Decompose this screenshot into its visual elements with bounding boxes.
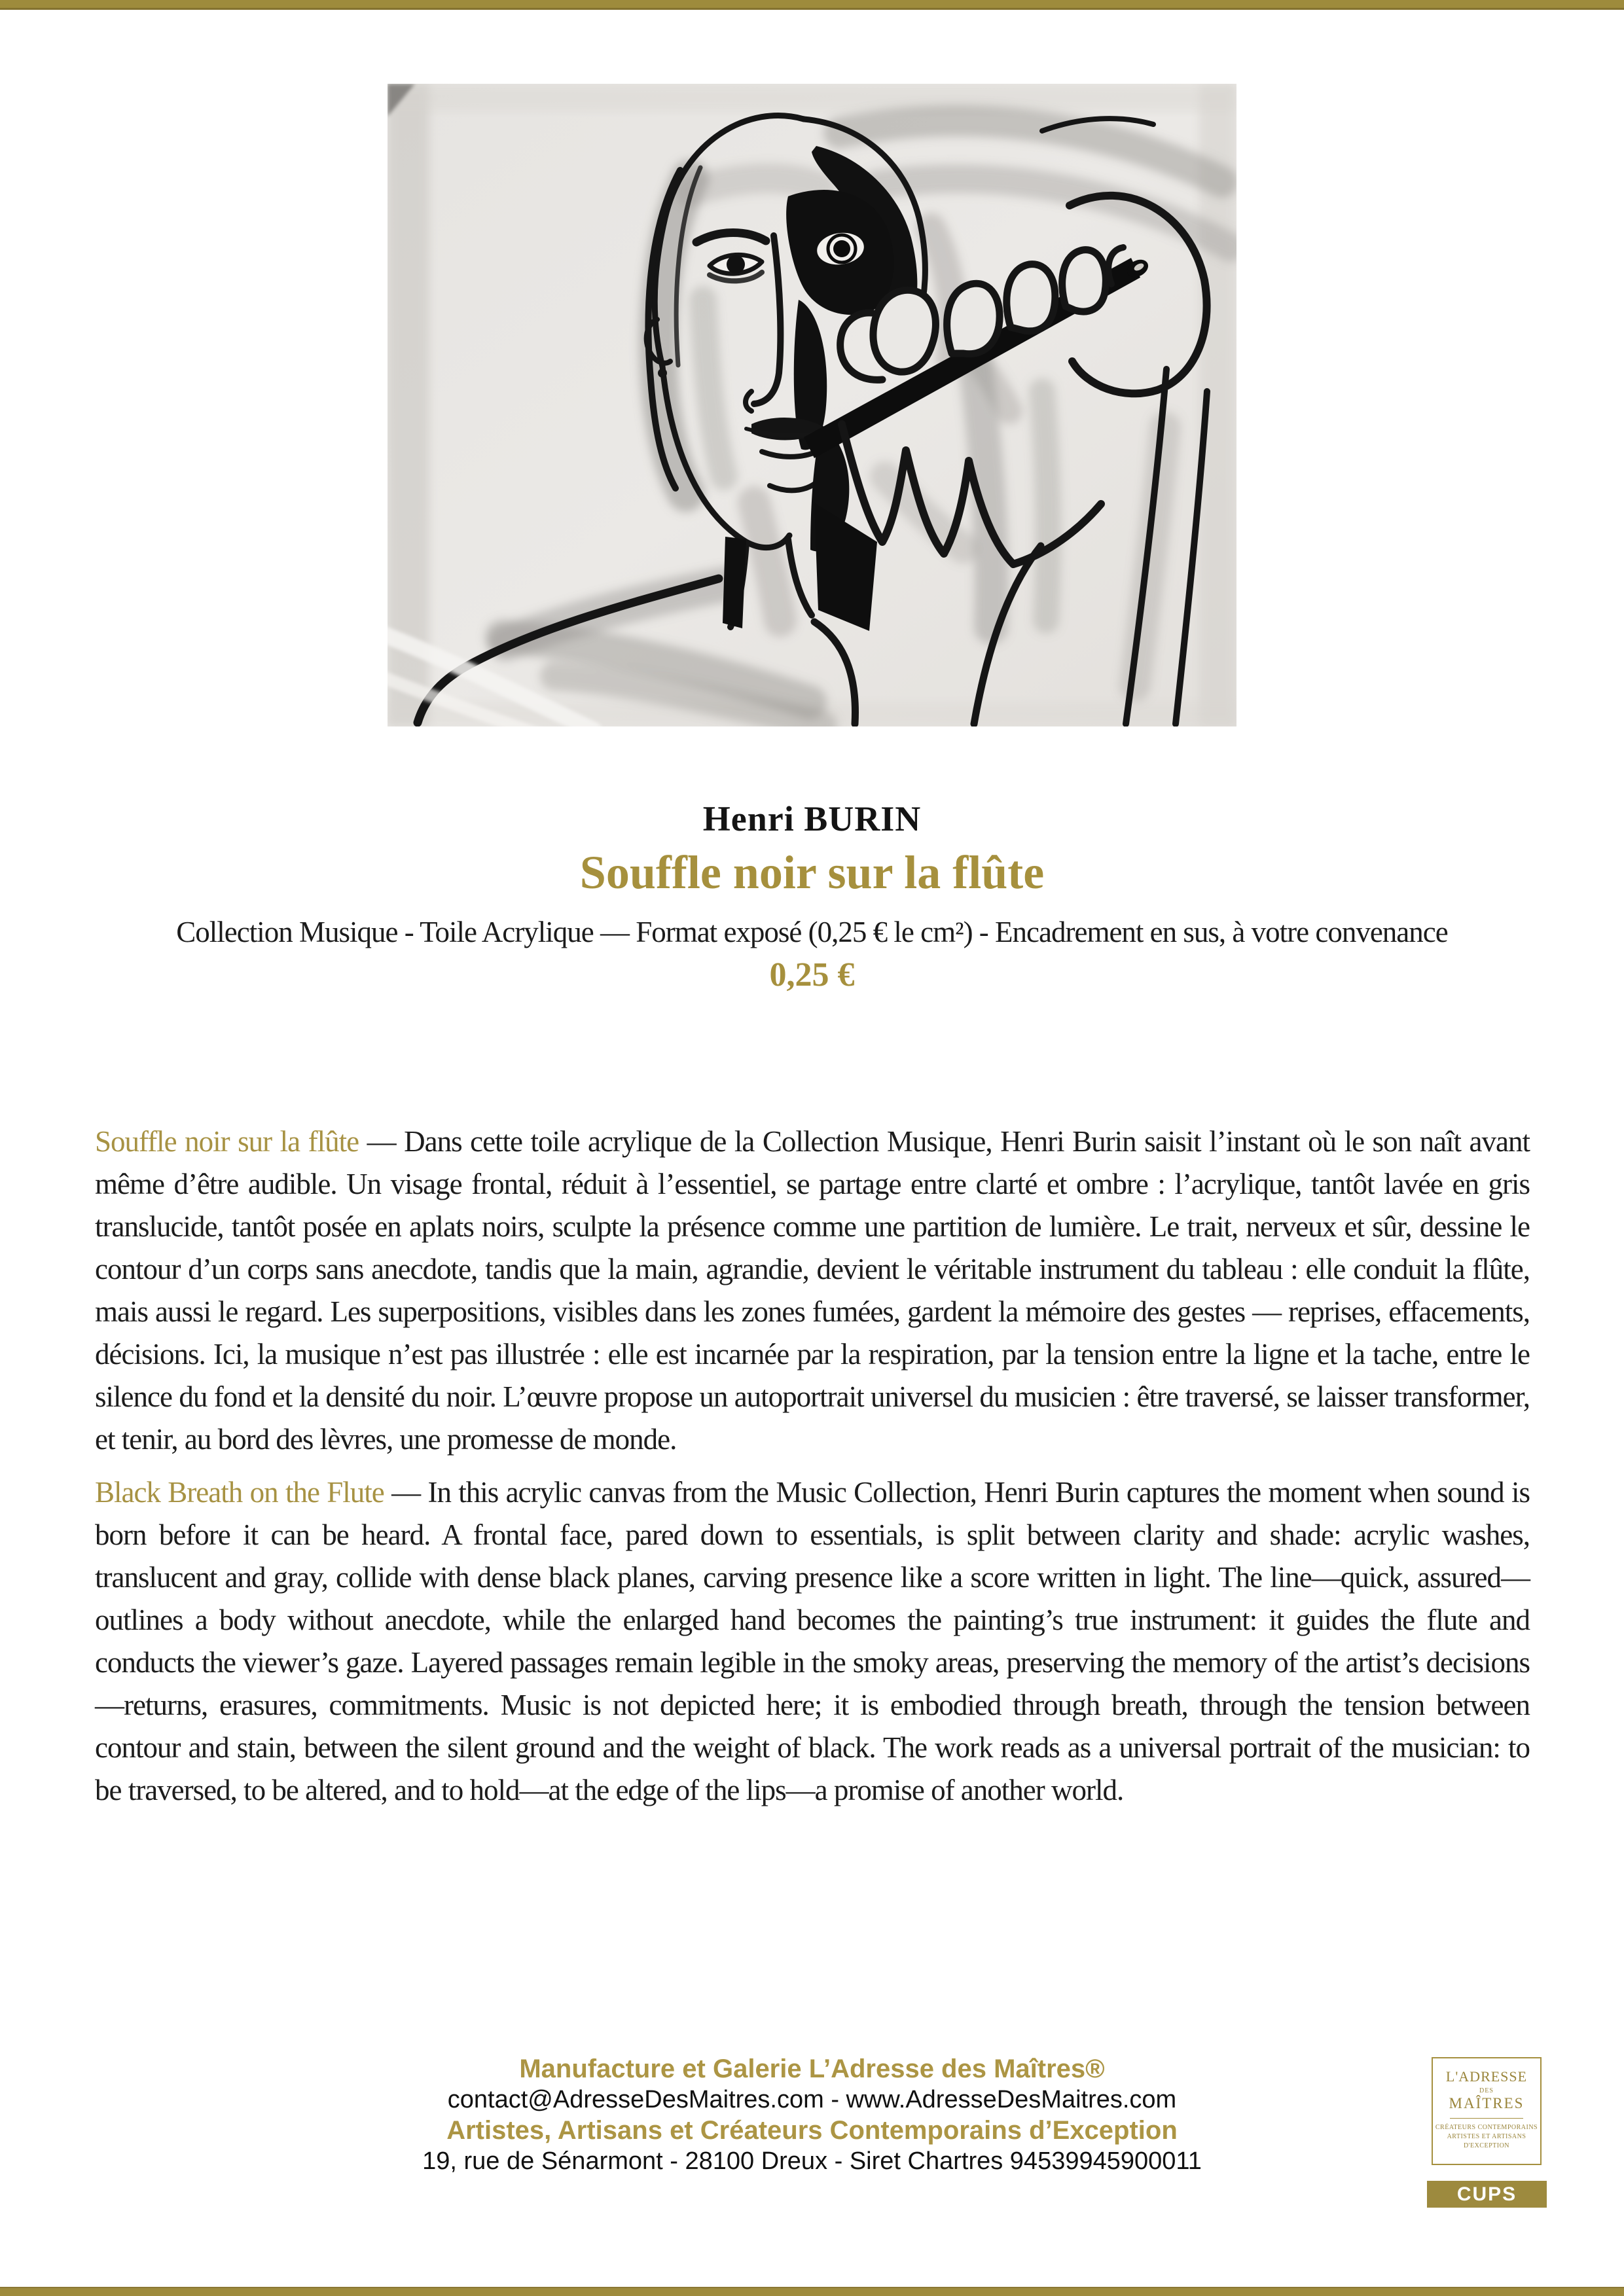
description-body-fr: — Dans cette toile acrylique de la Collection Musique, Henri Burin saisit l’instant où le son naît avant même d’être audible. Un visage frontal, réduit à l’essentiel, se partage entre clarté et ombre : l’acrylique, tantôt lavée en gris translucide, tantôt posée en aplats noirs, sculpte la présence comme une partition de lumière. Le trait, nerveux et sûr, dessine le contour d’un corps sans anecdote, tandis que la main, agrandie, devient le véritable instrument du tableau : elle conduit la flûte, mais aussi le regard. Les superpositions, visibles dans les zones fumées, gardent la mémoire des gestes — reprises, effacements, décisions. Ici, la musique n’est pas illustrée : elle est incarnée par la respiration, par la tension entre la ligne et la tache, entre le silence du fond et la densité du noir. L’œuvre propose un autoportrait universel du musicien : être traversé, se laisser transformer, et tenir, au bord des lèvres, une promesse de monde. [95,1125,1530,1456]
artwork-details-line: Collection Musique - Toile Acrylique — Format exposé (0,25 € le cm²) - Encadrement en sus, à votre convenance [176,916,1448,948]
description-lead-fr: Souffle noir sur la flûte [95,1125,359,1158]
description-lead-en: Black Breath on the Flute [95,1476,384,1509]
footer-tagline: Artistes, Artisans et Créateurs Contemporains d’Exception [446,2116,1178,2145]
logo-divider [1450,2118,1523,2119]
logo-subline-3: D'EXCEPTION [1463,2142,1510,2149]
artwork-illustration [388,84,1236,726]
description-paragraph-fr [95,1121,1530,1461]
cups-badge: CUPS [1427,2181,1547,2208]
artwork-descriptions [95,1121,1530,1812]
artwork-title: Souffle noir sur la flûte [579,846,1045,899]
footer-block [0,2054,1624,2177]
logo-subline-2: ARTISTES ET ARTISANS [1447,2133,1526,2140]
logo-line-des: DES [1479,2087,1494,2094]
gallery-logo [1432,2057,1542,2165]
footer-address-line: 19, rue de Sénarmont - 28100 Dreux - Siret Chartres 94539945900011 [422,2147,1202,2175]
logo-line-adresse: L'ADRESSE [1445,2068,1528,2085]
description-paragraph-en [95,1471,1530,1812]
footer-gallery-name: Manufacture et Galerie L’Adresse des Maîtres® [519,2054,1105,2083]
bottom-border-bar [0,2287,1624,2296]
footer-contact-line: contact@AdresseDesMaitres.com - www.AdresseDesMaitres.com [447,2086,1177,2113]
artwork-image [388,84,1236,726]
logo-subline-1: CRÉATEURS CONTEMPORAINS [1435,2124,1538,2131]
top-border-bar [0,0,1624,10]
description-body-en: — In this acrylic canvas from the Music Collection, Henri Burin captures the moment when sound is born before it can be heard. A frontal face, pared down to essentials, is split between clarity and shade: acrylic washes, translucent and gray, collide with dense black planes, carving presence like a score written in light. The line—quick, assured—outlines a body without anecdote, while the enlarged hand becomes the painting’s true instrument: it guides the flute and conducts the viewer’s gaze. Layered passages remain legible in the smoky areas, preserving the memory of the artist’s decisions—returns, erasures, commitments. Music is not depicted here; it is embodied through breath, through the tension between contour and stain, between the silent ground and the weight of black. The work reads as a universal portrait of the musician: to be traversed, to be altered, and to hold—at the edge of the lips—a promise of another world. [95,1476,1530,1806]
artwork-price: 0,25 € [769,956,855,994]
artist-name: Henri BURIN [702,799,922,838]
logo-line-maitres: MAÎTRES [1449,2095,1525,2111]
